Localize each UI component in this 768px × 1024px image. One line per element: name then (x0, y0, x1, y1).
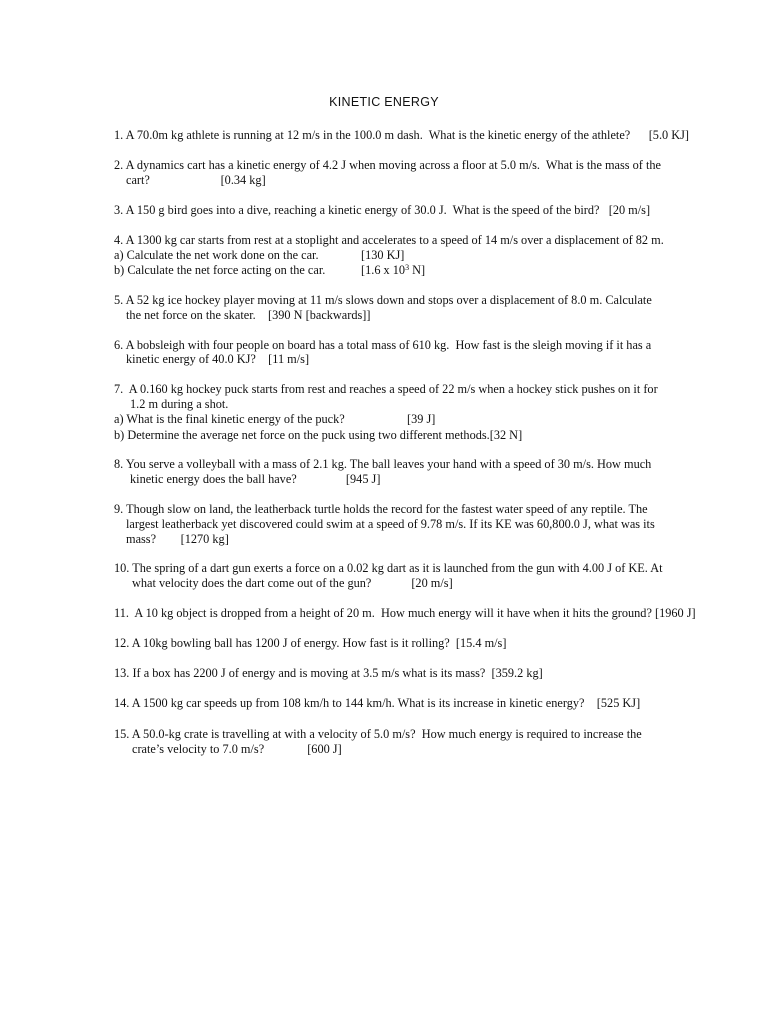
question-2-line-1: 2. A dynamics cart has a kinetic energy of 4.2 J when moving across a floor at 5.0 m/s. What is the mass of the (114, 158, 661, 172)
question-10-line-2: what velocity does the dart come out of the gun? [20 m/s] (132, 576, 453, 590)
question-13-line-1: 13. If a box has 2200 J of energy and is moving at 3.5 m/s what is its mass? [359.2 kg] (114, 666, 543, 680)
question-7-part-b: b) Determine the average net force on the puck using two different methods.[32 N] (114, 428, 523, 442)
question-9-line-2: largest leatherback yet discovered could swim at a speed of 9.78 m/s. If its KE was 60,800.0 J, what was its (126, 517, 655, 531)
page-title: KINETIC ENERGY (329, 95, 439, 109)
question-7-line-1: 7. A 0.160 kg hockey puck starts from rest and reaches a speed of 22 m/s when a hockey stick pushes on it for (114, 382, 658, 396)
question-5-line-1: 5. A 52 kg ice hockey player moving at 11 m/s slows down and stops over a displacement of 8.0 m. Calculate (114, 293, 652, 307)
question-7-line-2: 1.2 m during a shot. (130, 397, 229, 411)
question-5-line-2: the net force on the skater. [390 N [backwards]] (126, 308, 371, 322)
question-4-part-a-answer: [130 KJ] (361, 248, 405, 262)
question-14-line-1: 14. A 1500 kg car speeds up from 108 km/h to 144 km/h. What is its increase in kinetic energy? [525 KJ] (114, 696, 641, 710)
question-4-part-a: a) Calculate the net work done on the car. (114, 248, 319, 262)
question-15-line-1: 15. A 50.0-kg crate is travelling at with a velocity of 5.0 m/s? How much energy is required to increase the (114, 727, 642, 741)
question-1-line-1: 1. A 70.0m kg athlete is running at 12 m/s in the 100.0 m dash. What is the kinetic energy of the athlete? [5.0 KJ] (114, 128, 690, 142)
question-4-part-b-answer: [1.6 x $10^3$ N] (361, 263, 426, 277)
question-11-line-1: 11. A 10 kg object is dropped from a height of 20 m. How much energy will it have when it hits the ground? [1960 J] (114, 606, 696, 620)
question-6-line-2: kinetic energy of 40.0 KJ? [11 m/s] (126, 352, 310, 366)
question-7-part-a: a) What is the final kinetic energy of the puck? (114, 412, 345, 426)
question-15-line-2: crate’s velocity to 7.0 m/s? [600 J] (132, 742, 342, 756)
question-4-line-1: 4. A 1300 kg car starts from rest at a stoplight and accelerates to a speed of 14 m/s over a displacement of 82 m. (114, 233, 664, 247)
question-4-part-b: b) Calculate the net force acting on the car. (114, 263, 326, 277)
question-8-line-1: 8. You serve a volleyball with a mass of 2.1 kg. The ball leaves your hand with a speed of 30 m/s. How much (114, 457, 652, 471)
question-2-line-2: cart? [0.34 kg] (126, 173, 266, 187)
question-3-line-1: 3. A 150 g bird goes into a dive, reaching a kinetic energy of 30.0 J. What is the speed of the bird? [20 m/s] (114, 203, 651, 217)
question-12-line-1: 12. A 10kg bowling ball has 1200 J of energy. How fast is it rolling? [15.4 m/s] (114, 636, 507, 650)
question-8-line-2: kinetic energy does the ball have? [945 J] (130, 472, 381, 486)
question-7-part-a-answer: [39 J] (407, 412, 436, 426)
question-9-line-3: mass? [1270 kg] (126, 532, 229, 546)
question-9-line-1: 9. Though slow on land, the leatherback turtle holds the record for the fastest water speed of any reptile. The (114, 502, 648, 516)
question-6-line-1: 6. A bobsleigh with four people on board has a total mass of 610 kg. How fast is the sleigh moving if it has a (114, 338, 652, 352)
question-10-line-1: 10. The spring of a dart gun exerts a force on a 0.02 kg dart as it is launched from the gun with 4.00 J of KE. At (114, 561, 663, 575)
